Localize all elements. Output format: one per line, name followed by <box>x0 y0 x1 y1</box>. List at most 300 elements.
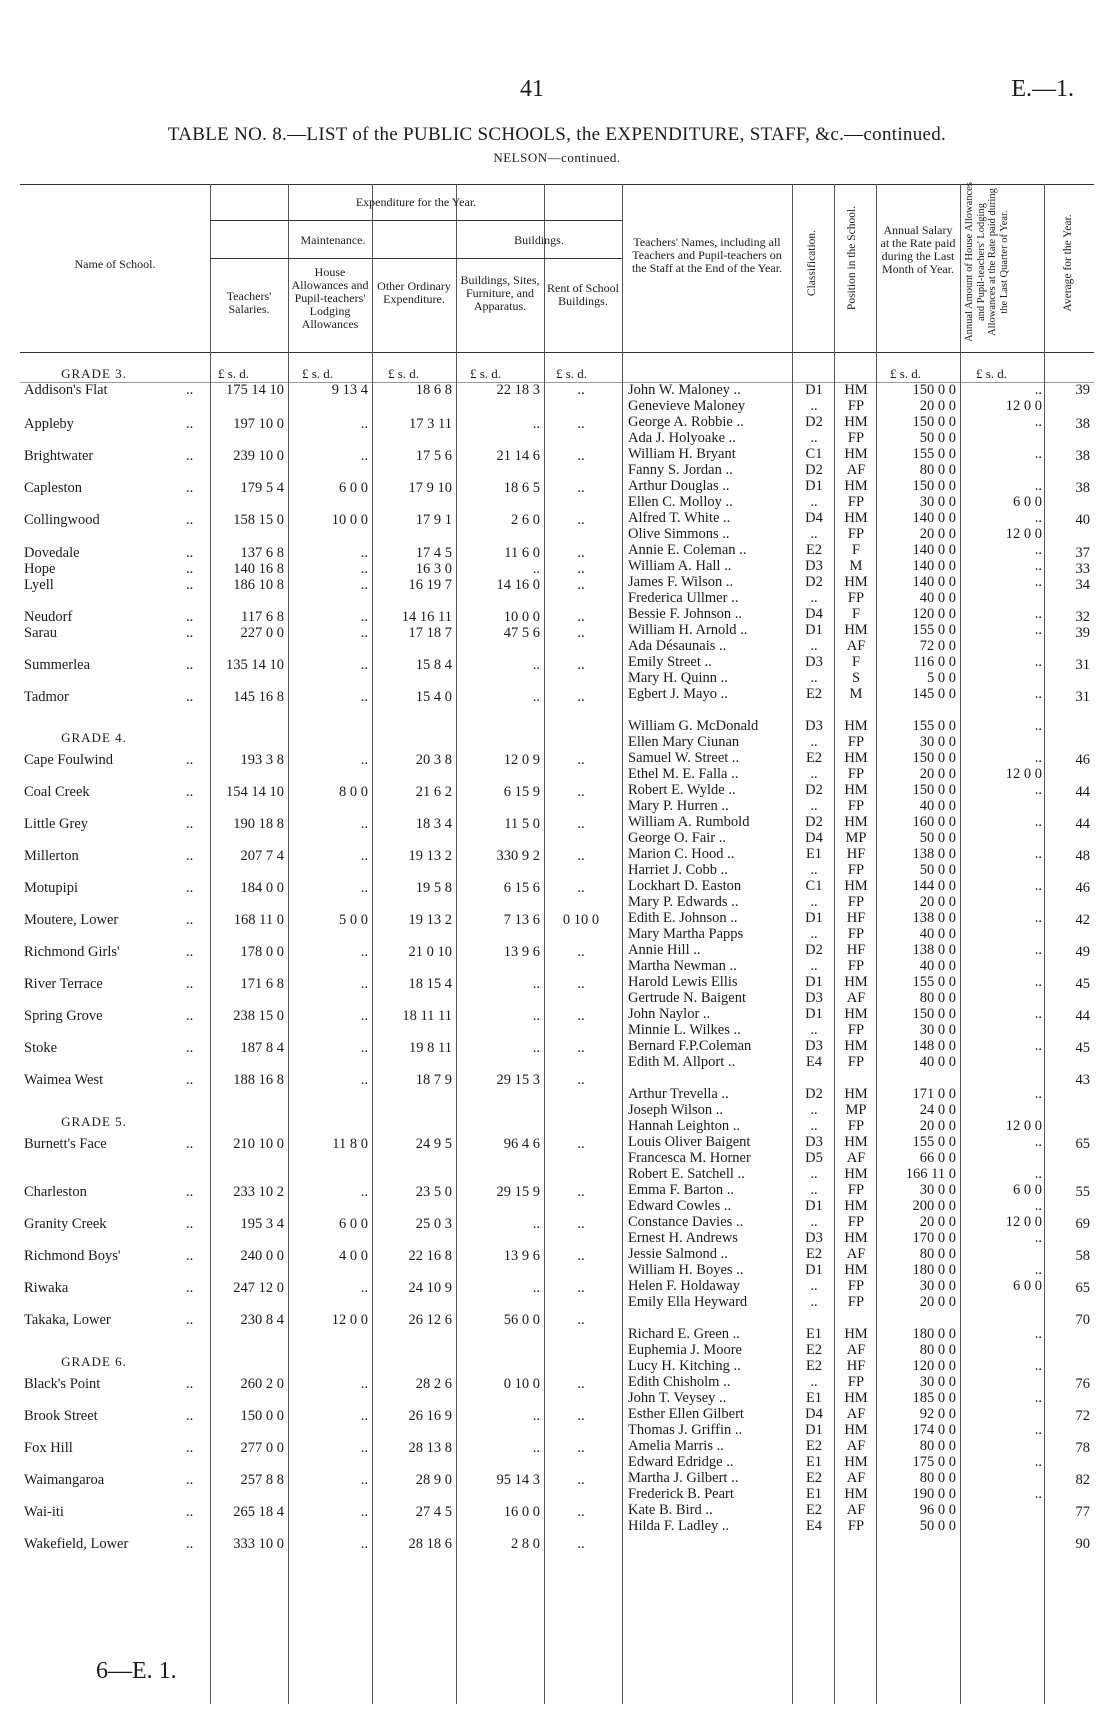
teacher-name: Kate B. Bird .. <box>628 1502 713 1518</box>
annual-allowance: .. <box>1034 686 1042 702</box>
teacher-name: Mary H. Quinn .. <box>628 670 728 686</box>
buildings-expenditure: 12 0 9 <box>503 752 540 768</box>
house-allowances: .. <box>360 1536 368 1552</box>
position: AF <box>846 1150 866 1166</box>
header-buildings-group: Buildings. <box>514 233 564 247</box>
teacher-name: Edith M. Allport .. <box>628 1054 736 1070</box>
rent: .. <box>577 848 585 864</box>
rent: .. <box>577 1216 585 1232</box>
classification: D3 <box>805 990 823 1006</box>
rent: .. <box>577 880 585 896</box>
school-name: River Terrace <box>24 976 103 992</box>
unit-label: £ s. d. <box>976 366 1008 381</box>
buildings-expenditure: 2 8 0 <box>511 1536 540 1552</box>
annual-salary: 80 0 0 <box>919 1470 956 1486</box>
buildings-expenditure: 29 15 3 <box>496 1072 540 1088</box>
teacher-name: Martha Newman .. <box>628 958 737 974</box>
average-attendance: 49 <box>1075 944 1090 960</box>
leader-dots: .. <box>186 577 194 593</box>
average-attendance: 44 <box>1075 784 1090 800</box>
teacher-name: Arthur Douglas .. <box>628 478 730 494</box>
annual-salary: 20 0 0 <box>919 1214 956 1230</box>
house-allowances: .. <box>360 448 368 464</box>
house-allowances: .. <box>360 1280 368 1296</box>
buildings-expenditure: .. <box>532 1440 540 1456</box>
house-allowances: 10 0 0 <box>331 512 368 528</box>
position: HM <box>844 446 868 462</box>
classification: D3 <box>805 1230 823 1246</box>
other-expenditure: 28 9 0 <box>415 1472 452 1488</box>
annual-salary: 20 0 0 <box>919 1294 956 1310</box>
other-expenditure: 19 13 2 <box>408 912 452 928</box>
leader-dots: .. <box>186 1280 194 1296</box>
house-allowances: 9 13 4 <box>331 382 368 398</box>
average-attendance: 40 <box>1075 512 1090 528</box>
document-code: E.—1. <box>1011 76 1074 102</box>
annual-salary: 155 0 0 <box>912 718 956 734</box>
annual-salary: 150 0 0 <box>912 1006 956 1022</box>
position: HM <box>844 1326 868 1342</box>
classification: E2 <box>805 1470 823 1486</box>
rent: .. <box>577 1280 585 1296</box>
position: HM <box>844 414 868 430</box>
annual-allowance: .. <box>1034 446 1042 462</box>
rent: .. <box>577 1376 585 1392</box>
teacher-name: William G. McDonald <box>628 718 759 734</box>
position: FP <box>847 430 865 446</box>
unit-label: £ s. d. <box>890 366 922 381</box>
annual-salary: 120 0 0 <box>912 1358 956 1374</box>
house-allowances: 12 0 0 <box>331 1312 368 1328</box>
other-expenditure: 18 15 4 <box>408 976 452 992</box>
buildings-expenditure: 21 14 6 <box>496 448 540 464</box>
school-name: Waimea West <box>24 1072 104 1088</box>
annual-salary: 30 0 0 <box>919 1374 956 1390</box>
average-attendance: 37 <box>1075 545 1090 561</box>
annual-allowance: .. <box>1034 750 1042 766</box>
rent: .. <box>577 1312 585 1328</box>
leader-dots: .. <box>186 1136 194 1152</box>
house-allowances: .. <box>360 976 368 992</box>
classification: E2 <box>805 1246 823 1262</box>
annual-salary: 30 0 0 <box>919 734 956 750</box>
annual-salary: 155 0 0 <box>912 974 956 990</box>
position: HM <box>844 478 868 494</box>
expenditure-group-rule <box>210 220 622 221</box>
position: HM <box>844 1422 868 1438</box>
teachers-salaries: 184 0 0 <box>240 880 284 896</box>
school-name: Neudorf <box>24 609 73 625</box>
position: FP <box>847 590 865 606</box>
position: FP <box>847 926 865 942</box>
teacher-name: John W. Maloney .. <box>628 382 741 398</box>
buildings-expenditure: .. <box>532 1216 540 1232</box>
house-allowances: .. <box>360 416 368 432</box>
annual-salary: 20 0 0 <box>919 894 956 910</box>
classification: E4 <box>805 1518 823 1534</box>
classification: D3 <box>805 558 823 574</box>
teachers-salaries: 140 16 8 <box>233 561 284 577</box>
school-name: Moutere, Lower <box>24 912 119 928</box>
average-attendance: 45 <box>1075 1040 1090 1056</box>
buildings-expenditure: .. <box>532 1408 540 1424</box>
grade-heading: GRADE 6. <box>61 1354 127 1369</box>
other-expenditure: 19 8 11 <box>409 1040 452 1056</box>
teacher-name: Genevieve Maloney <box>628 398 746 414</box>
leader-dots: .. <box>186 657 194 673</box>
school-name: Millerton <box>24 848 79 864</box>
rent: .. <box>577 382 585 398</box>
house-allowances: 6 0 0 <box>339 1216 368 1232</box>
other-expenditure: 21 0 10 <box>408 944 452 960</box>
buildings-expenditure: 14 16 0 <box>496 577 540 593</box>
teacher-name: Robert E. Satchell .. <box>628 1166 745 1182</box>
annual-allowance: 12 0 0 <box>1005 526 1042 542</box>
leader-dots: .. <box>186 944 194 960</box>
school-name: Spring Grove <box>24 1008 103 1024</box>
house-allowances: .. <box>360 609 368 625</box>
classification: D2 <box>805 574 823 590</box>
teacher-name: Emma F. Barton .. <box>628 1182 734 1198</box>
leader-dots: .. <box>186 1536 194 1552</box>
position: HM <box>844 974 868 990</box>
school-name: Brook Street <box>24 1408 98 1424</box>
annual-salary: 116 0 0 <box>913 654 956 670</box>
annual-allowance: .. <box>1034 654 1042 670</box>
annual-salary: 50 0 0 <box>919 862 956 878</box>
average-attendance: 58 <box>1075 1248 1090 1264</box>
header-top-rule <box>20 184 1094 185</box>
classification: .. <box>810 526 818 542</box>
teacher-name: George A. Robbie .. <box>628 414 744 430</box>
classification: D2 <box>805 1086 823 1102</box>
other-expenditure: 16 19 7 <box>408 577 452 593</box>
other-expenditure: 17 5 6 <box>415 448 452 464</box>
header-buildings: Buildings, Sites, Furniture, and Apparatus. <box>460 273 540 313</box>
school-name: Sarau <box>24 625 58 641</box>
rent: .. <box>577 625 585 641</box>
annual-allowance: .. <box>1034 606 1042 622</box>
column-divider <box>960 184 961 1704</box>
position: AF <box>846 462 866 478</box>
rent: .. <box>577 976 585 992</box>
annual-allowance: .. <box>1034 1486 1042 1502</box>
position: HM <box>844 382 868 398</box>
house-allowances: 5 0 0 <box>339 912 368 928</box>
average-attendance: 78 <box>1075 1440 1090 1456</box>
teachers-salaries: 168 11 0 <box>233 912 284 928</box>
annual-salary: 40 0 0 <box>919 1054 956 1070</box>
position: HF <box>846 846 866 862</box>
teacher-name: Frederick B. Peart <box>628 1486 734 1502</box>
rent: .. <box>577 1248 585 1264</box>
school-name: Collingwood <box>24 512 100 528</box>
column-divider <box>372 184 373 1704</box>
annual-salary: 40 0 0 <box>919 798 956 814</box>
classification: .. <box>810 734 818 750</box>
school-name: Granity Creek <box>24 1216 107 1232</box>
annual-salary: 150 0 0 <box>912 382 956 398</box>
school-name: Appleby <box>24 416 74 432</box>
average-attendance: 65 <box>1075 1136 1090 1152</box>
header-teachers-names: Teachers' Names, including all Teachers and Pupil-teachers on the Staff at the End of the Year. <box>631 235 783 275</box>
teachers-salaries: 247 12 0 <box>233 1280 284 1296</box>
teacher-name: Joseph Wilson .. <box>628 1102 724 1118</box>
annual-allowance: .. <box>1034 382 1042 398</box>
rent: .. <box>577 1408 585 1424</box>
annual-allowance: 12 0 0 <box>1005 1118 1042 1134</box>
school-name: Motupipi <box>24 880 78 896</box>
position: HM <box>844 750 868 766</box>
teacher-name: Marion C. Hood .. <box>628 846 735 862</box>
house-allowances: .. <box>360 577 368 593</box>
annual-allowance: .. <box>1034 782 1042 798</box>
average-attendance: 33 <box>1075 561 1090 577</box>
house-allowances: .. <box>360 1184 368 1200</box>
other-expenditure: 14 16 11 <box>401 609 452 625</box>
teachers-salaries: 240 0 0 <box>240 1248 284 1264</box>
header-house-allowances: House Allowances and Pupil-teachers' Lodging Allowances <box>291 265 369 331</box>
column-divider <box>834 184 835 1704</box>
position: HM <box>844 1038 868 1054</box>
house-allowances: .. <box>360 944 368 960</box>
classification: .. <box>810 894 818 910</box>
position: FP <box>847 1278 865 1294</box>
annual-salary: 180 0 0 <box>912 1326 956 1342</box>
header-maintenance: Maintenance. <box>300 233 366 247</box>
classification: D2 <box>805 814 823 830</box>
teacher-name: Amelia Marris .. <box>628 1438 724 1454</box>
teachers-salaries: 257 8 8 <box>240 1472 284 1488</box>
buildings-expenditure: 18 6 5 <box>503 480 540 496</box>
teacher-name: Edward Cowles .. <box>628 1198 732 1214</box>
buildings-expenditure: 0 10 0 <box>503 1376 540 1392</box>
rent: .. <box>577 689 585 705</box>
teacher-name: Ernest H. Andrews <box>628 1230 738 1246</box>
annual-allowance: .. <box>1034 878 1042 894</box>
header-position: Position in the School. <box>846 205 858 311</box>
buildings-expenditure: 11 6 0 <box>504 545 540 561</box>
annual-allowance: 12 0 0 <box>1005 1214 1042 1230</box>
leader-dots: .. <box>186 545 194 561</box>
column-divider <box>456 184 457 1704</box>
header-classification: Classification. <box>806 229 818 297</box>
teacher-name: Mary P. Hurren .. <box>628 798 729 814</box>
teacher-name: William A. Hall .. <box>628 558 732 574</box>
annual-salary: 185 0 0 <box>912 1390 956 1406</box>
annual-salary: 166 11 0 <box>905 1166 956 1182</box>
classification: .. <box>810 590 818 606</box>
rent: .. <box>577 512 585 528</box>
annual-salary: 160 0 0 <box>912 814 956 830</box>
average-attendance: 46 <box>1075 752 1090 768</box>
teacher-name: Harriet J. Cobb .. <box>628 862 728 878</box>
teacher-name: Ada Désaunais .. <box>628 638 727 654</box>
column-divider <box>876 184 877 1704</box>
rent: .. <box>577 416 585 432</box>
annual-salary: 140 0 0 <box>912 574 956 590</box>
house-allowances: .. <box>360 1040 368 1056</box>
annual-salary: 200 0 0 <box>912 1198 956 1214</box>
classification: E1 <box>805 1390 823 1406</box>
classification: D1 <box>805 1422 823 1438</box>
classification: D1 <box>805 382 823 398</box>
header-average: Average for the Year. <box>1062 214 1074 312</box>
teacher-name: Annie Hill .. <box>628 942 701 958</box>
classification: .. <box>810 398 818 414</box>
average-attendance: 72 <box>1075 1408 1090 1424</box>
other-expenditure: 21 6 2 <box>415 784 452 800</box>
rent: 0 10 0 <box>562 912 600 928</box>
position: HM <box>844 1006 868 1022</box>
position: MP <box>845 830 867 846</box>
average-attendance: 70 <box>1075 1312 1090 1328</box>
teacher-name: Emily Street .. <box>628 654 712 670</box>
header-bottom-rule <box>20 352 1094 353</box>
buildings-expenditure: .. <box>532 1008 540 1024</box>
annual-allowance: .. <box>1034 814 1042 830</box>
teacher-name: Euphemia J. Moore <box>628 1342 742 1358</box>
teacher-name: Gertrude N. Baigent <box>628 990 746 1006</box>
annual-salary: 50 0 0 <box>919 430 956 446</box>
rent: .. <box>577 1040 585 1056</box>
teacher-name: Olive Simmons .. <box>628 526 730 542</box>
classification: D3 <box>805 1038 823 1054</box>
annual-salary: 155 0 0 <box>912 446 956 462</box>
rent: .. <box>577 577 585 593</box>
position: M <box>849 686 863 702</box>
other-expenditure: 20 3 8 <box>415 752 452 768</box>
classification: .. <box>810 1278 818 1294</box>
teacher-name: Esther Ellen Gilbert <box>628 1406 744 1422</box>
buildings-expenditure: .. <box>532 1280 540 1296</box>
annual-salary: 150 0 0 <box>912 750 956 766</box>
school-name: Richmond Boys' <box>24 1248 121 1264</box>
leader-dots: .. <box>186 1008 194 1024</box>
teachers-salaries: 260 2 0 <box>240 1376 284 1392</box>
average-attendance: 45 <box>1075 976 1090 992</box>
leader-dots: .. <box>186 1440 194 1456</box>
page-number: 41 <box>520 76 544 102</box>
teachers-salaries: 154 14 10 <box>226 784 284 800</box>
position: HM <box>844 1166 868 1182</box>
annual-salary: 96 0 0 <box>919 1502 956 1518</box>
annual-salary: 50 0 0 <box>919 1518 956 1534</box>
position: HM <box>844 1198 868 1214</box>
position: AF <box>846 1406 866 1422</box>
other-expenditure: 19 13 2 <box>408 848 452 864</box>
classification: D2 <box>805 414 823 430</box>
table-title: TABLE NO. 8.—LIST of the PUBLIC SCHOOLS, the EXPENDITURE, STAFF, &c.—continued. <box>167 124 947 145</box>
other-expenditure: 17 9 1 <box>415 512 452 528</box>
position: HM <box>844 782 868 798</box>
rent: .. <box>577 1136 585 1152</box>
position: S <box>851 670 861 686</box>
position: F <box>851 542 861 558</box>
house-allowances: .. <box>360 689 368 705</box>
unit-label: £ s. d. <box>470 366 502 381</box>
position: FP <box>847 862 865 878</box>
house-allowances: 8 0 0 <box>339 784 368 800</box>
position: AF <box>846 1470 866 1486</box>
classification: .. <box>810 926 818 942</box>
column-divider <box>210 184 211 1704</box>
school-name: Stoke <box>24 1040 58 1056</box>
leader-dots: .. <box>186 880 194 896</box>
buildings-expenditure: 6 15 9 <box>503 784 540 800</box>
buildings-expenditure: 96 4 6 <box>503 1136 540 1152</box>
classification: .. <box>810 430 818 446</box>
house-allowances: .. <box>360 1008 368 1024</box>
annual-salary: 155 0 0 <box>912 622 956 638</box>
annual-allowance: 6 0 0 <box>1013 494 1042 510</box>
other-expenditure: 27 4 5 <box>415 1504 452 1520</box>
average-attendance: 32 <box>1075 609 1090 625</box>
leader-dots: .. <box>186 416 194 432</box>
school-name: Black's Point <box>24 1376 101 1392</box>
teacher-name: Thomas J. Griffin .. <box>628 1422 743 1438</box>
annual-allowance: .. <box>1034 1422 1042 1438</box>
position: FP <box>847 1118 865 1134</box>
average-attendance: 76 <box>1075 1376 1090 1392</box>
annual-allowance: .. <box>1034 1134 1042 1150</box>
teachers-salaries: 171 6 8 <box>240 976 284 992</box>
buildings-expenditure: 29 15 9 <box>496 1184 540 1200</box>
other-expenditure: 15 4 0 <box>415 689 452 705</box>
house-allowances: .. <box>360 625 368 641</box>
average-attendance: 46 <box>1075 880 1090 896</box>
school-name: Coal Creek <box>24 784 90 800</box>
position: AF <box>846 1438 866 1454</box>
house-allowances: .. <box>360 1408 368 1424</box>
teacher-name: Frederica Ullmer .. <box>628 590 739 606</box>
school-name: Charleston <box>24 1184 87 1200</box>
average-attendance: 48 <box>1075 848 1090 864</box>
school-name: Hope <box>24 561 56 577</box>
teacher-name: William H. Arnold .. <box>628 622 748 638</box>
other-expenditure: 23 5 0 <box>415 1184 452 1200</box>
classification: E2 <box>805 750 823 766</box>
position: AF <box>846 638 866 654</box>
teacher-name: Lockhart D. Easton <box>628 878 742 894</box>
position: HF <box>846 1358 866 1374</box>
teacher-name: Minnie L. Wilkes .. <box>628 1022 741 1038</box>
rent: .. <box>577 784 585 800</box>
school-name: Little Grey <box>24 816 89 832</box>
buildings-expenditure: 2 6 0 <box>511 512 540 528</box>
leader-dots: .. <box>186 1216 194 1232</box>
classification: D2 <box>805 462 823 478</box>
classification: .. <box>810 494 818 510</box>
rent: .. <box>577 545 585 561</box>
rent: .. <box>577 657 585 673</box>
annual-salary: 80 0 0 <box>919 1342 956 1358</box>
column-divider <box>622 184 623 1704</box>
classification: .. <box>810 670 818 686</box>
column-divider <box>1044 184 1045 1704</box>
header-other-expenditure: Other Ordinary Expenditure. <box>377 279 451 306</box>
rent: .. <box>577 944 585 960</box>
position: AF <box>846 1502 866 1518</box>
buildings-expenditure: 56 0 0 <box>503 1312 540 1328</box>
teachers-salaries: 197 10 0 <box>233 416 284 432</box>
header-annual-allowances: Annual Amount of House Allowances and Pupil-teachers' Lodging Allowances at the Rate paid during the Last Quarter of Year. <box>964 182 1010 342</box>
school-name: Summerlea <box>24 657 91 673</box>
annual-salary: 144 0 0 <box>912 878 956 894</box>
teachers-salaries: 175 14 10 <box>226 382 284 398</box>
teachers-salaries: 230 8 4 <box>240 1312 284 1328</box>
position: FP <box>847 1294 865 1310</box>
